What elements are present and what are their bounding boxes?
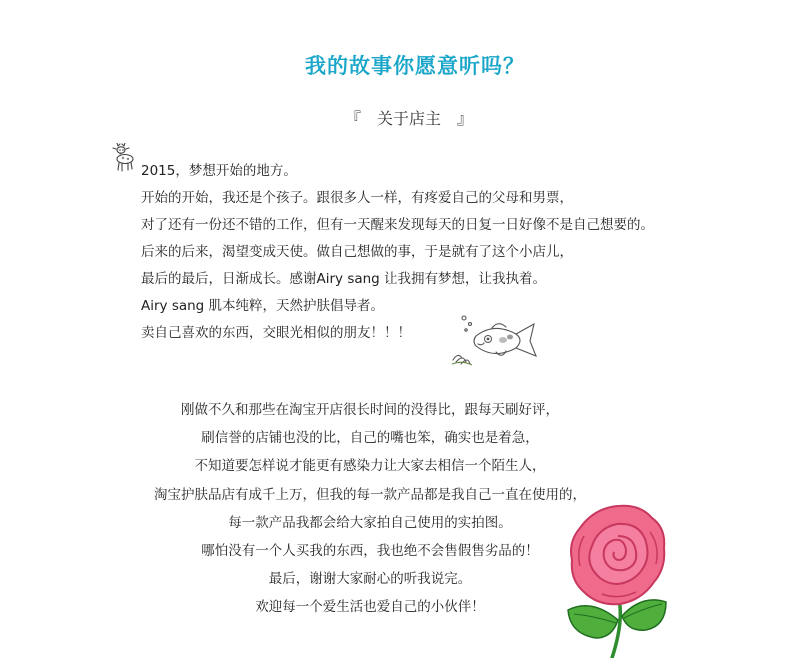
story-paragraph xyxy=(141,158,654,347)
headline: 我的故事你愿意听吗？ xyxy=(305,54,525,78)
story-line: 最后的最后，日渐成长。感谢Airy sang 让我拥有梦想，让我执着。 xyxy=(141,271,547,287)
closing-line: 刚做不久和那些在淘宝开店很长时间的没得比，跟每天刷好评， xyxy=(181,402,559,418)
story-line: 2015，梦想开始的地方。 xyxy=(141,163,297,179)
closing-line: 欢迎每一个爱生活也爱自己的小伙伴！ xyxy=(255,599,485,616)
rose-illustration xyxy=(562,502,674,658)
story-line: 开始的开始，我还是个孩子。跟很多人一样，有疼爱自己的父母和男票， xyxy=(141,190,573,206)
closing-line: 哪怕没有一个人买我的东西，我也绝不会售假售劣品的！ xyxy=(201,542,539,559)
section-title: 『 关于店主 』 xyxy=(344,109,473,128)
fish-doodle-icon xyxy=(448,312,548,370)
story-line: Airy sang 肌本纯粹，天然护肤倡导者。 xyxy=(141,298,385,314)
story-line: 后来的后来，渴望变成天使。做自己想做的事，于是就有了这个小店儿， xyxy=(141,244,573,260)
closing-line: 不知道要怎样说才能更有感染力让大家去相信一个陌生人， xyxy=(194,458,546,475)
story-line: 对了还有一份还不错的工作，但有一天醒来发现每天的日复一日好像不是自己想要的。 xyxy=(141,217,654,233)
story-line: 卖自己喜欢的东西，交眼光相似的朋友！！！ xyxy=(141,325,411,341)
closing-line: 最后，谢谢大家耐心的听我说完。 xyxy=(268,571,472,588)
closing-line: 刷信誉的店铺也没的比，自己的嘴也笨，确实也是着急， xyxy=(201,430,539,447)
closing-line: 淘宝护肤品店有成千上万，但我的每一款产品都是我自己一直在使用的， xyxy=(154,486,586,503)
closing-line: 每一款产品我都会给大家拍自己使用的实拍图。 xyxy=(228,514,512,531)
cartoon-deer-icon xyxy=(110,143,138,175)
